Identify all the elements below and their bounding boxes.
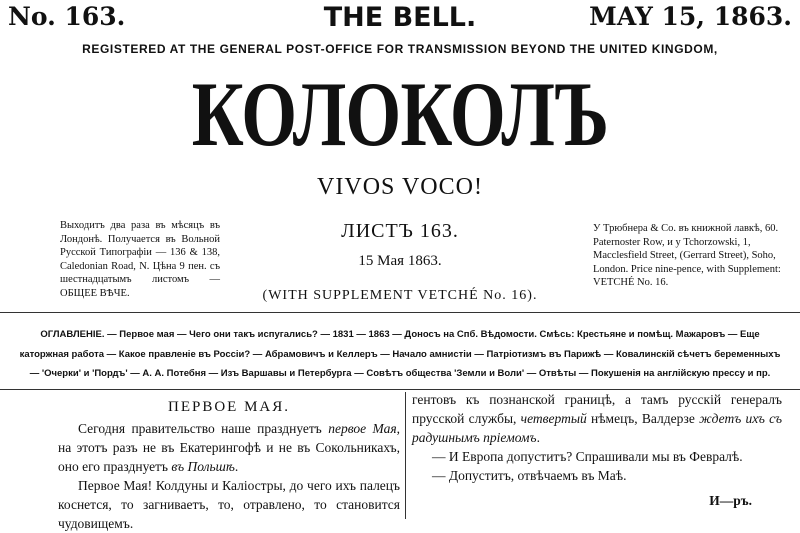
toc-line-3: — 'Очерки' и 'Пордъ' — А. А. Потебня — Изъ Варшавы и Петербурга — Совѣтъ общества 'Земли и Воли' — Отвѣты — Покушенія на англійскую прессу и пр. xyxy=(29,368,771,379)
sheet-number: ЛИСТЪ 163. xyxy=(341,220,459,242)
masthead-title: КОЛОКОЛЪ xyxy=(191,63,609,165)
publication-notice-right: У Трюбнера & Co. въ книжной лавкѣ, 60. Paternoster Row, и у Tchorzowski, 1, Macclesfield Street, (Gerrard Street), Soho, London. Price nine-pence, with Supplement: VETCHÉ No. 16. xyxy=(593,223,781,288)
supplement-note: (WITH SUPPLEMENT VETCHÉ No. 16). xyxy=(262,288,538,303)
emphasis: ждетъ ихъ съ радушнымъ пріемомъ xyxy=(412,411,782,445)
article-column-2 xyxy=(412,390,782,510)
article-question: — И Европа допуститъ? Спрашивали мы въ Февралѣ. xyxy=(432,449,743,464)
toc-line-2: каторжная работа — Какое правленіе въ Россіи? — Абрамовичъ и Келлеръ — Начало амнистіи — Патріотизмъ въ Парижѣ — Ковалинскій сѣчетъ беременныхъ xyxy=(19,348,781,360)
article-signature: И—ръ. xyxy=(709,493,752,508)
divider-top xyxy=(0,312,800,313)
issue-date-russian: 15 Мая 1863. xyxy=(358,253,442,269)
issue-date-english: MAY 15, 1863. xyxy=(589,2,792,31)
column-divider xyxy=(405,392,406,519)
article-paragraph-2: Первое Мая! Колдуны и Каліостры, до чего ихъ палецъ коснется, то загниваетъ, то, отравлено, то становится чудовищемъ. xyxy=(58,478,400,531)
article-title: ПЕРВОЕ МАЯ. xyxy=(167,399,290,415)
emphasis: въ Польшѣ xyxy=(171,459,235,474)
issue-number: No. 163. xyxy=(8,2,126,31)
article-paragraph-3: гентовъ къ познанской границѣ, а тамъ русскій генералъ прусской службы, четвертый нѣмецъ, Валдерзе ждетъ ихъ съ радушнымъ пріемомъ. xyxy=(412,392,782,445)
article-answer: — Допуститъ, отвѣчаемъ въ Маѣ. xyxy=(432,468,627,483)
registration-line: REGISTERED AT THE GENERAL POST-OFFICE FOR TRANSMISSION BEYOND THE UNITED KINGDOM, xyxy=(82,42,718,56)
motto: VIVOS VOCO! xyxy=(317,174,483,200)
newspaper-english-title: THE BELL. xyxy=(323,2,477,33)
publication-notice-left: Выходитъ два раза въ мѣсяцъ въ Лондонѣ. Получается въ Вольной Русской Типографіи — 136 & 138, Caledonian Road, N. Цѣна 9 пен. съ шестнадцатымъ листомъ — ОБЩЕЕ ВѢЧЕ. xyxy=(60,220,220,299)
emphasis: первое Мая xyxy=(328,421,397,436)
article-column-1 xyxy=(58,398,400,533)
article-paragraph-1: Сегодня правительство наше празднуетъ первое Мая, на этотъ разъ не въ Екатерингофѣ и не въ Сокольникахъ, оно его празднуетъ въ Польшѣ. xyxy=(58,421,400,474)
toc-line-1: ОГЛАВЛЕНІЕ. — Первое мая — Чего они такъ испугались? — 1831 — 1863 — Доносъ на Спб. Вѣдомости. Смѣсь: Крестьяне и помѣщ. Мажаровъ — Еще xyxy=(40,329,760,340)
table-of-contents xyxy=(14,325,786,384)
emphasis: четвертый xyxy=(520,411,587,426)
